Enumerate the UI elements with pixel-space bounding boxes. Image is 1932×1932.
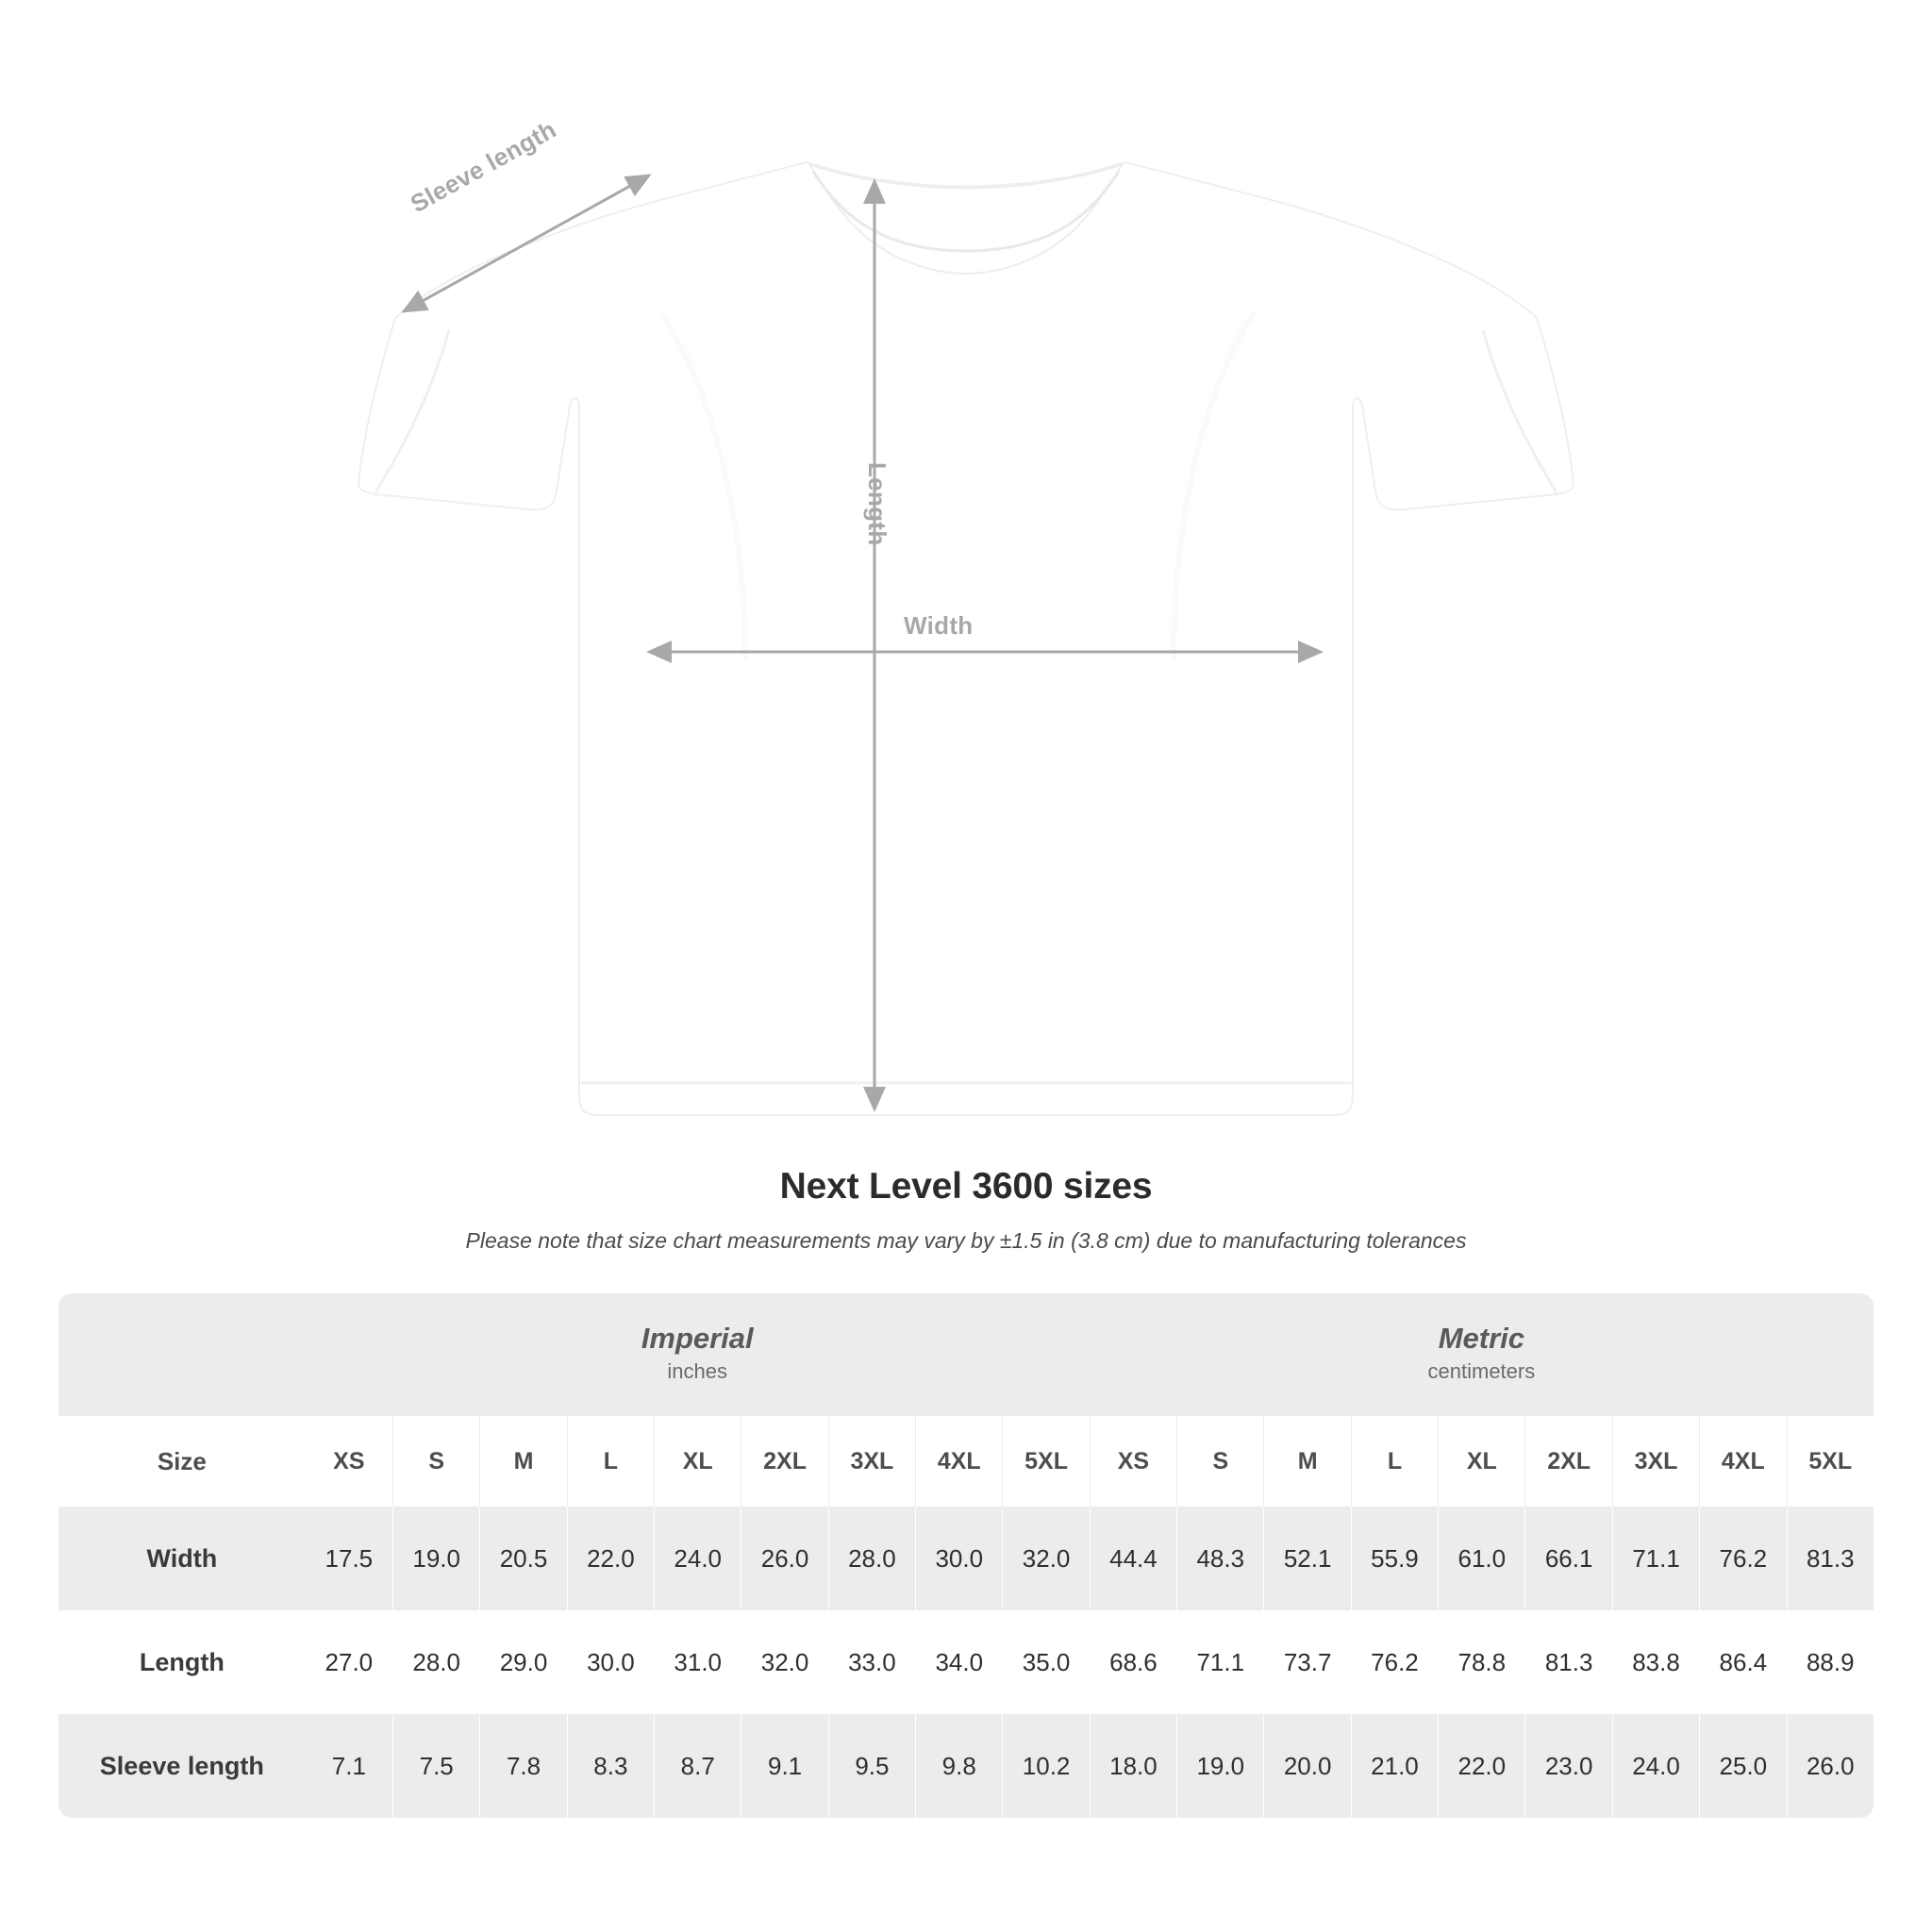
cell-length-metric-xl [1438, 1610, 1524, 1714]
cell-width-metric-xs [1090, 1507, 1176, 1610]
size-header-imperial-3xl [828, 1416, 915, 1507]
cell-text: 9.1 [741, 1714, 827, 1818]
cell-width-imperial-m [479, 1507, 566, 1610]
cell-text: 61.0 [1438, 1507, 1524, 1610]
cell-text: 20.0 [1263, 1714, 1350, 1818]
table-row [58, 1610, 1874, 1714]
cell-text: 10.2 [1002, 1714, 1089, 1818]
unit-header-row [58, 1293, 1874, 1416]
cell-sleeve-metric-m [1263, 1714, 1350, 1818]
cell-text: 55.9 [1351, 1507, 1438, 1610]
cell-width-metric-2xl [1524, 1507, 1611, 1610]
cell-text: 76.2 [1699, 1507, 1786, 1610]
cell-text: 5XL [1787, 1416, 1874, 1507]
width-label: Width [904, 611, 974, 640]
cell-width-imperial-5xl [1002, 1507, 1089, 1610]
cell-width-imperial-4xl [915, 1507, 1002, 1610]
cell-width-metric-m [1263, 1507, 1350, 1610]
size-header-imperial-5xl [1002, 1416, 1089, 1507]
cell-text: 31.0 [654, 1610, 741, 1714]
page-title: Next Level 3600 sizes [779, 1166, 1153, 1207]
cell-text: 3XL [1612, 1416, 1699, 1507]
cell-text: 20.5 [479, 1507, 566, 1610]
cell-text: 52.1 [1263, 1507, 1350, 1610]
row-label-sleeve-length: Sleeve length [58, 1714, 306, 1818]
cell-length-imperial-2xl [741, 1610, 827, 1714]
size-header-imperial-m [479, 1416, 566, 1507]
cell-sleeve-imperial-m [479, 1714, 566, 1818]
cell-text: 71.1 [1612, 1507, 1699, 1610]
cell-sleeve-imperial-s [392, 1714, 479, 1818]
tolerance-note: Please note that size chart measurements may vary by ±1.5 in (3.8 cm) due to manufacturing tolerances [465, 1228, 1467, 1253]
cell-text: 7.5 [392, 1714, 479, 1818]
size-header-metric-4xl [1699, 1416, 1786, 1507]
cell-text: 25.0 [1699, 1714, 1786, 1818]
cell-text: 19.0 [1176, 1714, 1263, 1818]
cell-text: 23.0 [1524, 1714, 1611, 1818]
cell-width-metric-3xl [1612, 1507, 1699, 1610]
cell-text: 7.8 [479, 1714, 566, 1818]
cell-text: 2XL [1524, 1416, 1611, 1507]
cell-text: 71.1 [1176, 1610, 1263, 1714]
unit-group-imperial-sub: inches [667, 1359, 728, 1384]
cell-length-imperial-3xl [828, 1610, 915, 1714]
cell-length-metric-l [1351, 1610, 1438, 1714]
cell-text: L [567, 1416, 654, 1507]
size-header-imperial-s [392, 1416, 479, 1507]
cell-text: 8.7 [654, 1714, 741, 1818]
row-label-width: Width [58, 1507, 306, 1610]
cell-sleeve-metric-4xl [1699, 1714, 1786, 1818]
cell-sleeve-metric-l [1351, 1714, 1438, 1818]
cell-text: 76.2 [1351, 1610, 1438, 1714]
cell-text: 44.4 [1090, 1507, 1176, 1610]
cell-text: 78.8 [1438, 1610, 1524, 1714]
size-header-metric-5xl [1787, 1416, 1874, 1507]
size-table-wrapper [58, 1293, 1874, 1818]
cell-text: 73.7 [1263, 1610, 1350, 1714]
cell-length-imperial-xs [306, 1610, 392, 1714]
cell-text: S [1176, 1416, 1263, 1507]
size-header-metric-l [1351, 1416, 1438, 1507]
cell-text: 5XL [1002, 1416, 1089, 1507]
cell-width-metric-4xl [1699, 1507, 1786, 1610]
size-header-metric-3xl [1612, 1416, 1699, 1507]
cell-sleeve-metric-2xl [1524, 1714, 1611, 1818]
cell-sleeve-metric-xs [1090, 1714, 1176, 1818]
cell-text: M [479, 1416, 566, 1507]
cell-width-imperial-xl [654, 1507, 741, 1610]
cell-sleeve-imperial-5xl [1002, 1714, 1089, 1818]
cell-text: 68.6 [1090, 1610, 1176, 1714]
cell-text: XL [1438, 1416, 1524, 1507]
size-header-row [58, 1416, 1874, 1507]
cell-sleeve-metric-5xl [1787, 1714, 1874, 1818]
size-header-imperial-xl [654, 1416, 741, 1507]
cell-sleeve-metric-s [1176, 1714, 1263, 1818]
sleeve-length-label: Sleeve length [406, 114, 561, 219]
cell-text: 34.0 [915, 1610, 1002, 1714]
cell-length-metric-4xl [1699, 1610, 1786, 1714]
cell-width-imperial-xs [306, 1507, 392, 1610]
cell-width-imperial-3xl [828, 1507, 915, 1610]
cell-text: XL [654, 1416, 741, 1507]
cell-text: 29.0 [479, 1610, 566, 1714]
cell-text: XS [333, 1447, 365, 1474]
cell-length-metric-xs [1090, 1610, 1176, 1714]
cell-length-imperial-xl [654, 1610, 741, 1714]
title-block [0, 1166, 1932, 1254]
cell-text: 32.0 [741, 1610, 827, 1714]
unit-group-metric-sub: centimeters [1427, 1359, 1536, 1384]
cell-text: 81.3 [1524, 1610, 1611, 1714]
cell-length-imperial-l [567, 1610, 654, 1714]
length-label: Length [863, 462, 891, 546]
cell-text: 32.0 [1002, 1507, 1089, 1610]
size-table [58, 1293, 1874, 1818]
cell-text: 86.4 [1699, 1610, 1786, 1714]
cell-text: 4XL [915, 1416, 1002, 1507]
cell-length-metric-3xl [1612, 1610, 1699, 1714]
cell-text: 18.0 [1090, 1714, 1176, 1818]
cell-text: S [392, 1416, 479, 1507]
cell-width-imperial-2xl [741, 1507, 827, 1610]
cell-text: 28.0 [828, 1507, 915, 1610]
unit-group-imperial-name: Imperial [641, 1321, 754, 1355]
cell-sleeve-imperial-2xl [741, 1714, 827, 1818]
cell-text: 27.0 [325, 1647, 374, 1676]
cell-text: 66.1 [1524, 1507, 1611, 1610]
size-header-metric-xl [1438, 1416, 1524, 1507]
cell-text: XS [1090, 1416, 1176, 1507]
size-header-imperial-xs [306, 1416, 392, 1507]
cell-length-imperial-s [392, 1610, 479, 1714]
cell-text: 26.0 [1787, 1714, 1874, 1818]
size-header-metric-xs [1090, 1416, 1176, 1507]
cell-length-metric-5xl [1787, 1610, 1874, 1714]
cell-text: 88.9 [1787, 1610, 1874, 1714]
cell-text: 22.0 [1438, 1714, 1524, 1818]
cell-text: M [1263, 1416, 1350, 1507]
cell-length-metric-s [1176, 1610, 1263, 1714]
cell-sleeve-imperial-3xl [828, 1714, 915, 1818]
cell-text: 17.5 [325, 1543, 374, 1573]
cell-sleeve-imperial-xs [306, 1714, 392, 1818]
cell-length-metric-m [1263, 1610, 1350, 1714]
cell-text: 2XL [741, 1416, 827, 1507]
cell-text: L [1351, 1416, 1438, 1507]
cell-text: 35.0 [1002, 1610, 1089, 1714]
cell-text: 9.5 [828, 1714, 915, 1818]
cell-width-metric-s [1176, 1507, 1263, 1610]
cell-length-imperial-4xl [915, 1610, 1002, 1714]
cell-text: 33.0 [828, 1610, 915, 1714]
cell-text: 4XL [1699, 1416, 1786, 1507]
cell-width-metric-xl [1438, 1507, 1524, 1610]
cell-sleeve-metric-3xl [1612, 1714, 1699, 1818]
cell-text: 7.1 [331, 1751, 366, 1780]
cell-text: 30.0 [915, 1507, 1002, 1610]
unit-group-imperial [306, 1293, 1090, 1416]
row-label-length: Length [58, 1610, 306, 1714]
unit-header-corner [58, 1293, 306, 1416]
table-row [58, 1714, 1874, 1818]
unit-group-metric [1090, 1293, 1874, 1416]
size-header-metric-2xl [1524, 1416, 1611, 1507]
cell-length-metric-2xl [1524, 1610, 1611, 1714]
cell-sleeve-imperial-xl [654, 1714, 741, 1818]
cell-text: 24.0 [1612, 1714, 1699, 1818]
cell-text: 19.0 [392, 1507, 479, 1610]
cell-width-imperial-s [392, 1507, 479, 1610]
cell-text: 28.0 [392, 1610, 479, 1714]
cell-text: 26.0 [741, 1507, 827, 1610]
cell-text: 9.8 [915, 1714, 1002, 1818]
cell-width-imperial-l [567, 1507, 654, 1610]
size-header-imperial-l [567, 1416, 654, 1507]
cell-width-metric-5xl [1787, 1507, 1874, 1610]
size-header-imperial-4xl [915, 1416, 1002, 1507]
cell-text: 24.0 [654, 1507, 741, 1610]
cell-text: 83.8 [1612, 1610, 1699, 1714]
size-header-metric-m [1263, 1416, 1350, 1507]
size-header-metric-s [1176, 1416, 1263, 1507]
cell-text: 21.0 [1351, 1714, 1438, 1818]
cell-text: 81.3 [1787, 1507, 1874, 1610]
cell-text: 8.3 [567, 1714, 654, 1818]
size-header-imperial-2xl [741, 1416, 827, 1507]
size-header-label: Size [58, 1416, 306, 1507]
cell-text: 22.0 [567, 1507, 654, 1610]
cell-sleeve-metric-xl [1438, 1714, 1524, 1818]
cell-text: 48.3 [1176, 1507, 1263, 1610]
cell-text: 3XL [828, 1416, 915, 1507]
cell-text: 30.0 [567, 1610, 654, 1714]
cell-sleeve-imperial-l [567, 1714, 654, 1818]
cell-sleeve-imperial-4xl [915, 1714, 1002, 1818]
cell-length-imperial-5xl [1002, 1610, 1089, 1714]
cell-width-metric-l [1351, 1507, 1438, 1610]
unit-group-metric-name: Metric [1438, 1321, 1525, 1355]
table-row [58, 1507, 1874, 1610]
cell-length-imperial-m [479, 1610, 566, 1714]
